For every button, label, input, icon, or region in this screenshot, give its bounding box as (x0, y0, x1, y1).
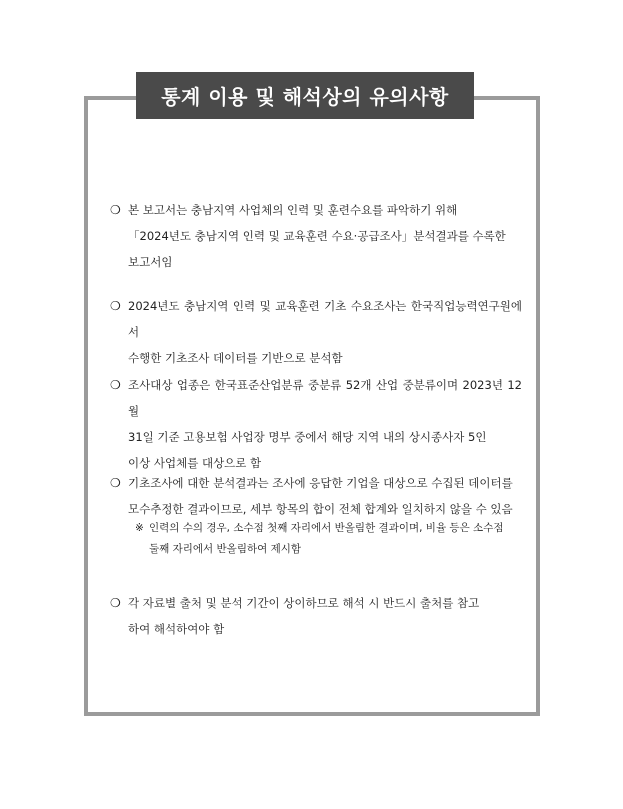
rounding-note (135, 518, 527, 560)
page-title (136, 72, 474, 119)
notice-line: 본 보고서는 충남지역 사업체의 인력 및 훈련수요를 파악하기 위해 (128, 203, 458, 217)
notice-item-5 (110, 590, 522, 642)
note-line: 둘째 자리에서 반올림하여 제시함 (149, 543, 302, 555)
circle-bullet-icon: ❍ (110, 203, 121, 217)
notice-item-1 (110, 197, 522, 275)
notice-line: 조사대상 업종은 한국표준산업분류 중분류 52개 산업 중분류이며 2023년 12월 (128, 378, 522, 418)
notice-item-4 (110, 470, 522, 522)
notice-line: 모수추정한 결과이므로, 세부 항목의 합이 전체 합계와 일치하지 않을 수 있음 (128, 502, 513, 516)
notice-line: 「2024년도 충남지역 인력 및 교육훈련 수요·공급조사」분석결과를 수록한 (128, 229, 506, 243)
notice-line: 보고서임 (128, 255, 173, 269)
notice-line: 2024년도 충남지역 인력 및 교육훈련 기초 수요조사는 한국직업능력연구원에서 (128, 299, 522, 339)
notice-line: 31일 기준 고용보험 사업장 명부 중에서 해당 지역 내의 상시종사자 5인 (128, 430, 487, 444)
circle-bullet-icon: ❍ (110, 596, 121, 610)
notice-line: 이상 사업체를 대상으로 함 (128, 456, 262, 470)
notice-line: 하여 해석하여야 함 (128, 622, 225, 636)
notice-line: 수행한 기초조사 데이터를 기반으로 분석함 (128, 351, 343, 365)
notice-line: 기초조사에 대한 분석결과는 조사에 응답한 기업을 대상으로 수집된 데이터를 (128, 476, 513, 490)
notice-item-3 (110, 372, 522, 476)
notice-line: 각 자료별 출처 및 분석 기간이 상이하므로 해석 시 반드시 출처를 참고 (128, 596, 480, 610)
circle-bullet-icon: ❍ (110, 299, 121, 313)
note-line: 인력의 수의 경우, 소수점 첫째 자리에서 반올림한 결과이며, 비율 등은 소수점 (149, 522, 504, 534)
circle-bullet-icon: ❍ (110, 378, 121, 392)
reference-mark-icon: ※ (135, 522, 144, 534)
circle-bullet-icon: ❍ (110, 476, 121, 490)
page-title-text: 통계 이용 및 해석상의 유의사항 (161, 85, 449, 109)
notice-item-2 (110, 293, 522, 371)
